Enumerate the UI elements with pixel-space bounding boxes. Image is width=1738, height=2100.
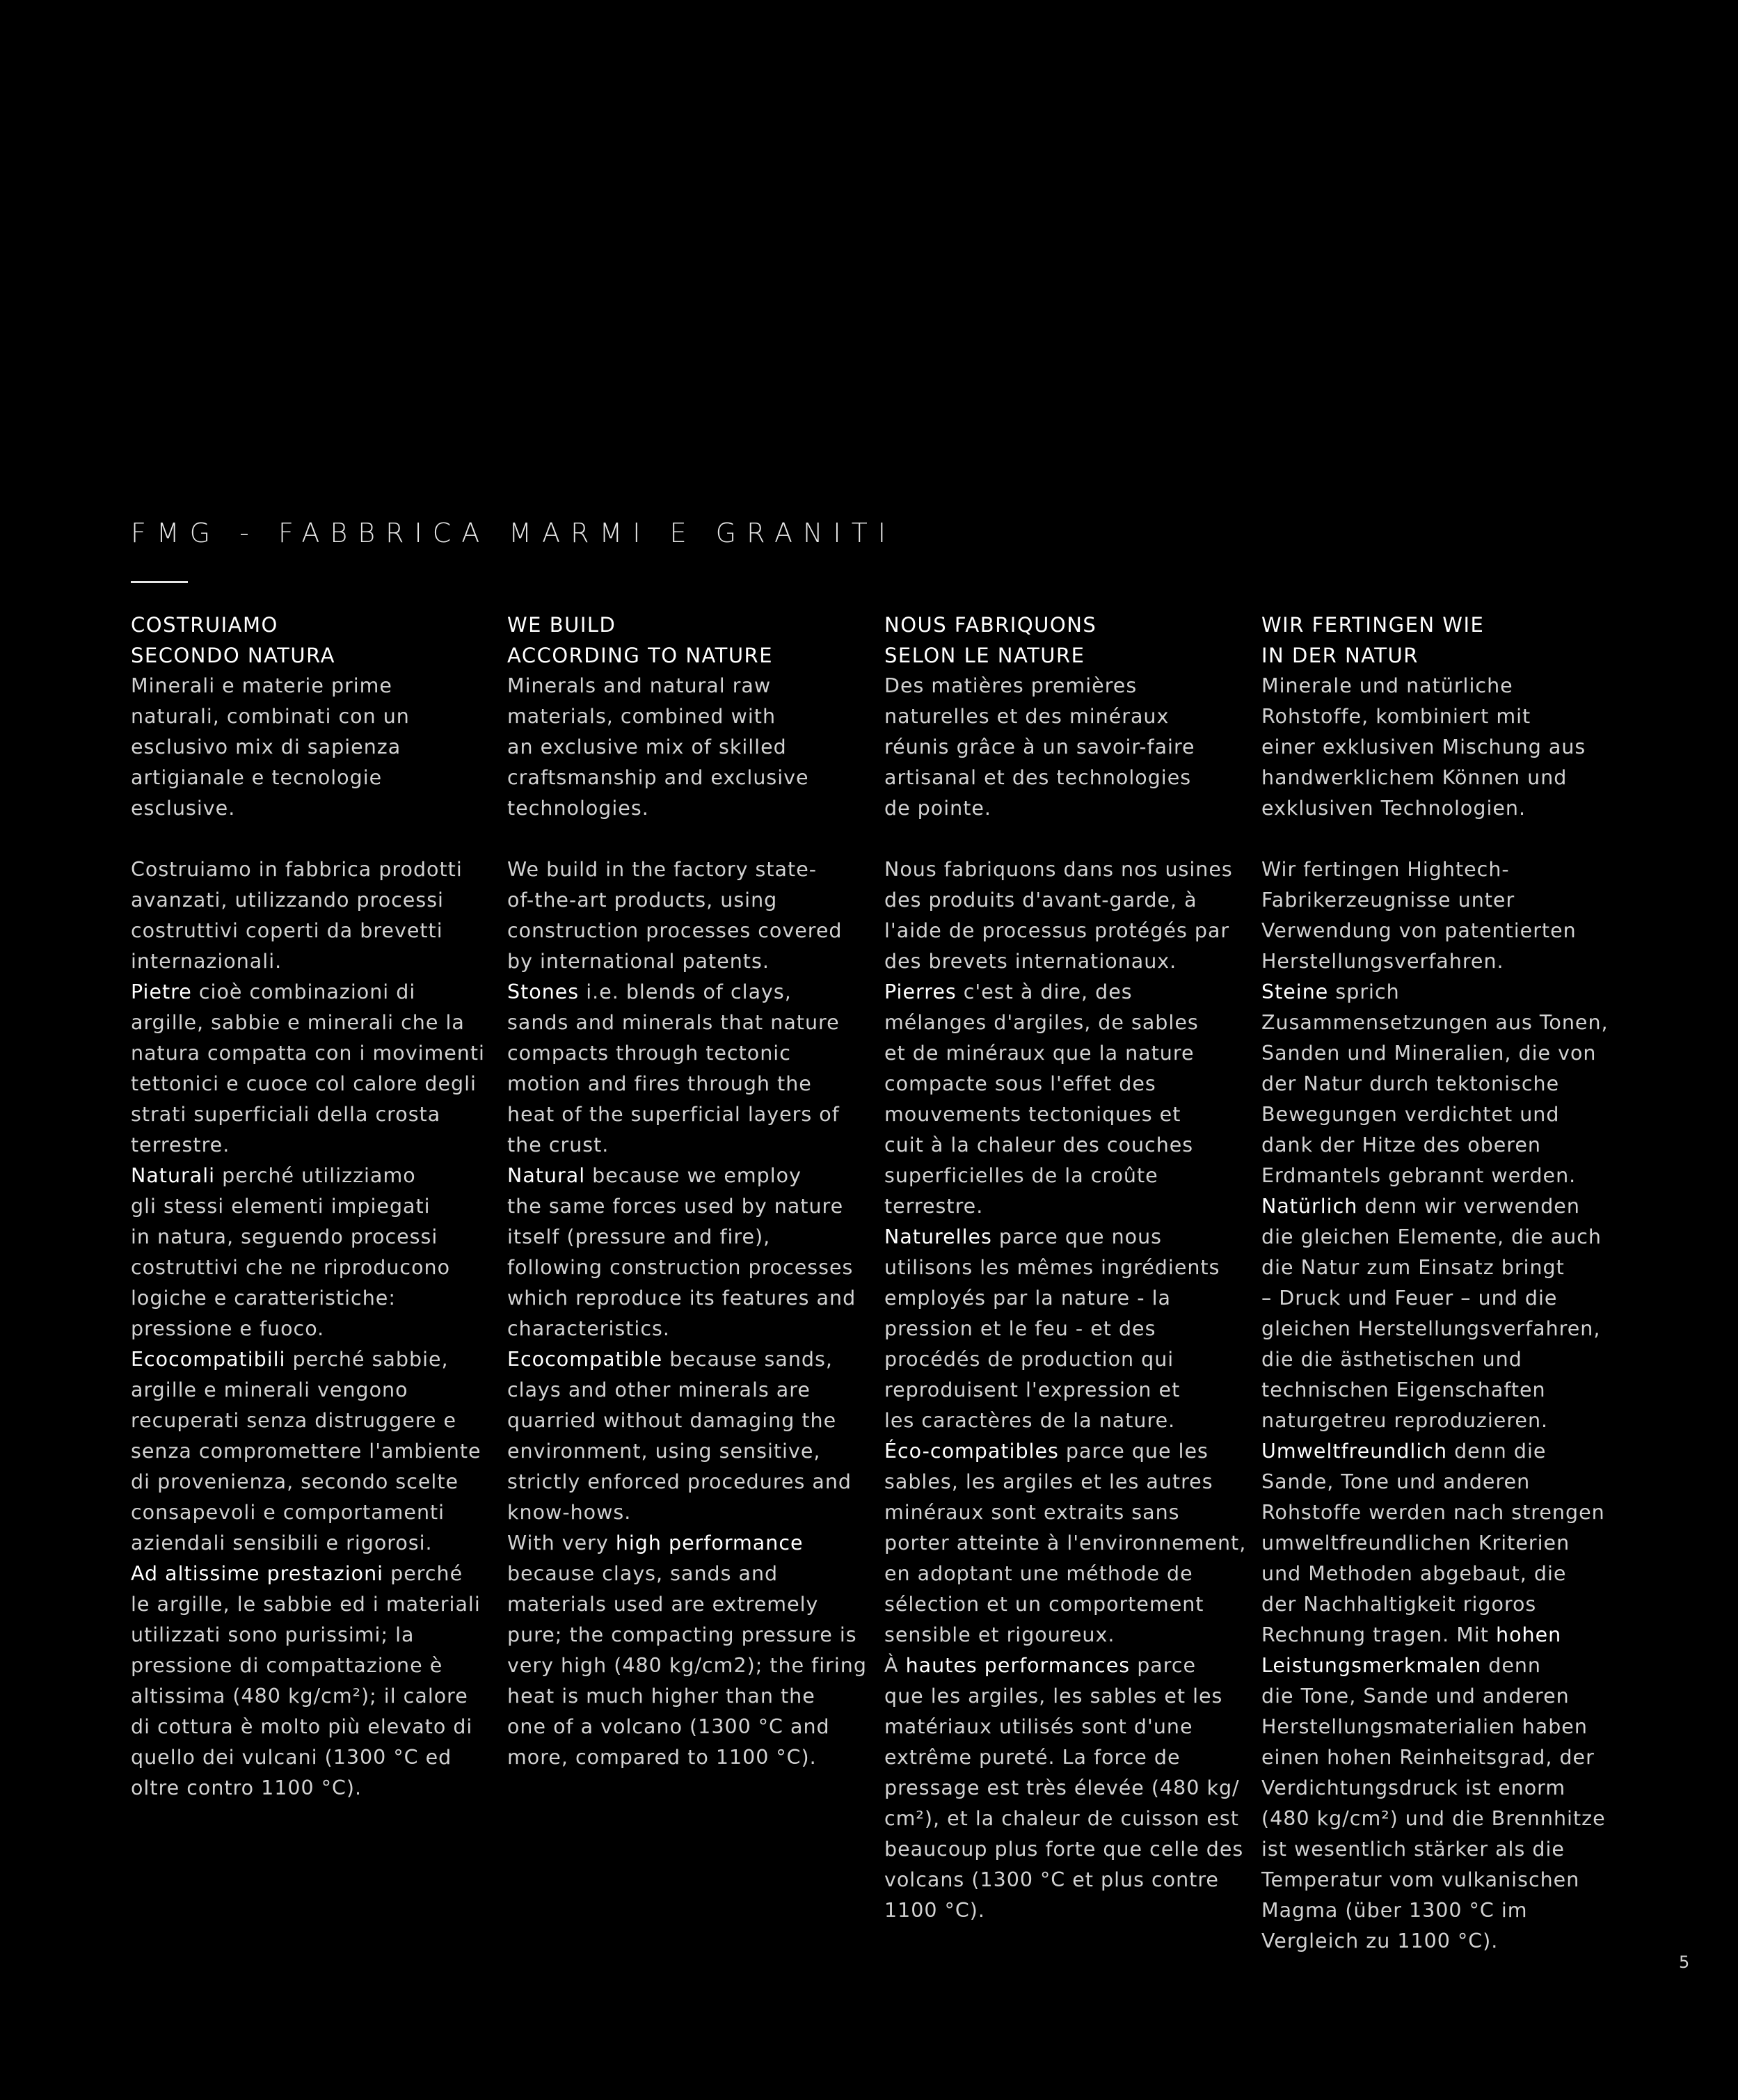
body-line: cuit à la chaleur des couches bbox=[884, 1133, 1194, 1156]
highlight-term: Pietre bbox=[131, 980, 192, 1003]
body-line: the crust. bbox=[507, 1133, 609, 1156]
body-line: recuperati senza distruggere e bbox=[131, 1409, 456, 1432]
intro-line: einer exklusiven Mischung aus bbox=[1261, 735, 1586, 758]
page-title: FMG - FABBRICA MARMI E GRANITI bbox=[131, 518, 897, 548]
body-line: senza compromettere l'ambiente bbox=[131, 1440, 481, 1463]
intro-line: Minerale und natürliche bbox=[1261, 674, 1513, 697]
body-line: und Methoden abgebaut, die bbox=[1261, 1562, 1567, 1585]
body-line: tettonici e cuoce col calore degli bbox=[131, 1072, 477, 1095]
body-line: Herstellungsverfahren. bbox=[1261, 950, 1504, 973]
body-line: heat is much higher than the bbox=[507, 1685, 815, 1708]
highlight-term: Ecocompatible bbox=[507, 1348, 663, 1371]
body-line: Erdmantels gebrannt werden. bbox=[1261, 1164, 1577, 1187]
body-line: sélection et un comportement bbox=[884, 1593, 1204, 1616]
intro-line: de pointe. bbox=[884, 797, 991, 820]
body-line: die Tone, Sande und anderen bbox=[1261, 1685, 1570, 1708]
body-line bbox=[507, 1344, 869, 1375]
intro-line: Minerali e materie prime bbox=[131, 674, 392, 697]
body-line bbox=[131, 1559, 493, 1589]
highlight-term: Stones bbox=[507, 980, 580, 1003]
body-line: following construction processes bbox=[507, 1256, 854, 1279]
title-underline bbox=[131, 581, 188, 583]
body-line: compacte sous l'effet des bbox=[884, 1072, 1156, 1095]
body-line: construction processes covered bbox=[507, 919, 843, 942]
body-line: the same forces used by nature bbox=[507, 1195, 844, 1218]
highlight-term: Natürlich bbox=[1261, 1195, 1358, 1218]
heading-line: SECONDO NATURA bbox=[131, 644, 335, 667]
body-line: compacts through tectonic bbox=[507, 1042, 791, 1065]
body-line: characteristics. bbox=[507, 1317, 670, 1340]
body-line: heat of the superficial layers of bbox=[507, 1103, 840, 1126]
body-line: utilisons les mêmes ingrédients bbox=[884, 1256, 1220, 1279]
highlight-term: Pierres bbox=[884, 980, 957, 1003]
body-line bbox=[884, 1436, 1246, 1467]
body-line: Verdichtungsdruck ist enorm bbox=[1261, 1776, 1566, 1799]
body-line: gleichen Herstellungsverfahren, bbox=[1261, 1317, 1601, 1340]
body-line: more, compared to 1100 °C). bbox=[507, 1746, 817, 1769]
body-line: volcans (1300 °C et plus contre bbox=[884, 1868, 1219, 1891]
body-line: matériaux utilisés sont d'une bbox=[884, 1715, 1193, 1738]
body-line bbox=[507, 1161, 869, 1191]
body-line: sands and minerals that nature bbox=[507, 1011, 840, 1034]
highlight-term: Steine bbox=[1261, 980, 1329, 1003]
body-line: aziendali sensibili e rigorosi. bbox=[131, 1532, 433, 1554]
body-line: dank der Hitze des oberen bbox=[1261, 1133, 1541, 1156]
column-body bbox=[884, 854, 1246, 1926]
heading-line: SELON LE NATURE bbox=[884, 644, 1085, 667]
column-heading bbox=[1261, 610, 1623, 671]
body-line: know-hows. bbox=[507, 1501, 632, 1524]
body-line: Temperatur vom vulkanischen bbox=[1261, 1868, 1580, 1891]
body-line: quarried without damaging the bbox=[507, 1409, 837, 1432]
body-text: sprich bbox=[1328, 980, 1400, 1003]
body-line bbox=[884, 1222, 1246, 1252]
intro-line: handwerklichem Können und bbox=[1261, 766, 1568, 789]
body-line: in natura, seguendo processi bbox=[131, 1225, 438, 1248]
body-line: ist wesentlich stärker als die bbox=[1261, 1838, 1565, 1861]
body-text: À bbox=[884, 1654, 906, 1677]
body-line: strictly enforced procedures and bbox=[507, 1470, 852, 1493]
body-text: denn bbox=[1481, 1654, 1541, 1677]
body-line: l'aide de processus protégés par bbox=[884, 919, 1230, 942]
body-line: pressage est très élevée (480 kg/ bbox=[884, 1776, 1240, 1799]
intro-line: exklusiven Technologien. bbox=[1261, 797, 1526, 820]
body-line: der Natur durch tektonische bbox=[1261, 1072, 1560, 1095]
column-body bbox=[131, 854, 493, 1804]
body-line: procédés de production qui bbox=[884, 1348, 1174, 1371]
body-text: because sands, bbox=[662, 1348, 833, 1371]
body-line: Sanden und Mineralien, die von bbox=[1261, 1042, 1597, 1065]
body-line: natura compatta con i movimenti bbox=[131, 1042, 485, 1065]
body-line: Costruiamo in fabbrica prodotti bbox=[131, 858, 463, 881]
highlight-term: Naturali bbox=[131, 1164, 216, 1187]
highlight-term: Leistungsmerkmalen bbox=[1261, 1654, 1482, 1677]
body-line: gli stessi elementi impiegati bbox=[131, 1195, 431, 1218]
body-line: (480 kg/cm²) und die Brennhitze bbox=[1261, 1807, 1606, 1830]
body-line bbox=[1261, 1436, 1623, 1467]
body-line: Fabrikerzeugnisse unter bbox=[1261, 889, 1515, 912]
body-line: sensible et rigoureux. bbox=[884, 1623, 1115, 1646]
column-intro bbox=[884, 671, 1246, 824]
body-line: mélanges d'argiles, de sables bbox=[884, 1011, 1199, 1034]
column-german bbox=[1261, 610, 1623, 1957]
body-line: des brevets internationaux. bbox=[884, 950, 1177, 973]
body-line bbox=[507, 977, 869, 1008]
body-line: logiche e caratteristiche: bbox=[131, 1287, 396, 1310]
body-line: et de minéraux que la nature bbox=[884, 1042, 1195, 1065]
body-text: because we employ bbox=[585, 1164, 802, 1187]
body-line: pressione di compattazione è bbox=[131, 1654, 443, 1677]
column-english bbox=[507, 610, 869, 1773]
intro-line: materials, combined with bbox=[507, 705, 776, 728]
body-line: Magma (über 1300 °C im bbox=[1261, 1899, 1528, 1922]
body-line: extrême pureté. La force de bbox=[884, 1746, 1181, 1769]
body-line bbox=[1261, 1191, 1623, 1222]
heading-line: NOUS FABRIQUONS bbox=[884, 613, 1097, 637]
highlight-term: Ad altissime prestazioni bbox=[131, 1562, 384, 1585]
body-line bbox=[884, 1650, 1246, 1681]
body-line: porter atteinte à l'environnement, bbox=[884, 1532, 1247, 1554]
heading-line: COSTRUIAMO bbox=[131, 613, 278, 637]
body-line: des produits d'avant-garde, à bbox=[884, 889, 1197, 912]
column-heading bbox=[507, 610, 869, 671]
intro-line: artigianale e tecnologie bbox=[131, 766, 383, 789]
body-line: pressione e fuoco. bbox=[131, 1317, 325, 1340]
body-line: umweltfreundlichen Kriterien bbox=[1261, 1532, 1570, 1554]
body-text: denn wir verwenden bbox=[1357, 1195, 1580, 1218]
body-line: Rohstoffe werden nach strengen bbox=[1261, 1501, 1605, 1524]
body-line: Bewegungen verdichtet und bbox=[1261, 1103, 1560, 1126]
intro-line: réunis grâce à un savoir-faire bbox=[884, 735, 1195, 758]
highlight-term: Ecocompatibili bbox=[131, 1348, 286, 1371]
body-line: que les argiles, les sables et les bbox=[884, 1685, 1223, 1708]
body-line bbox=[131, 977, 493, 1008]
body-line: einen hohen Reinheitsgrad, der bbox=[1261, 1746, 1595, 1769]
body-line: by international patents. bbox=[507, 950, 770, 973]
intro-line: esclusivo mix di sapienza bbox=[131, 735, 401, 758]
body-line: cm²), et la chaleur de cuisson est bbox=[884, 1807, 1239, 1830]
column-body bbox=[1261, 854, 1623, 1957]
body-line bbox=[131, 1344, 493, 1375]
column-intro bbox=[1261, 671, 1623, 824]
heading-line: ACCORDING TO NATURE bbox=[507, 644, 774, 667]
body-line: beaucoup plus forte que celle des bbox=[884, 1838, 1244, 1861]
body-line: environment, using sensitive, bbox=[507, 1440, 821, 1463]
page-number: 5 bbox=[1679, 1952, 1690, 1972]
body-line: because clays, sands and bbox=[507, 1562, 779, 1585]
body-line: 1100 °C). bbox=[884, 1899, 985, 1922]
body-text: i.e. blends of clays, bbox=[579, 980, 792, 1003]
body-line: strati superficiali della crosta bbox=[131, 1103, 441, 1126]
intro-line: technologies. bbox=[507, 797, 649, 820]
body-line bbox=[507, 1528, 869, 1559]
column-intro bbox=[131, 671, 493, 824]
body-line bbox=[1261, 1650, 1623, 1681]
body-text: Rechnung tragen. Mit bbox=[1261, 1623, 1497, 1646]
body-line: oltre contro 1100 °C). bbox=[131, 1776, 362, 1799]
heading-line: WE BUILD bbox=[507, 613, 616, 637]
body-line: naturgetreu reproduzieren. bbox=[1261, 1409, 1549, 1432]
column-heading bbox=[884, 610, 1246, 671]
body-line bbox=[1261, 977, 1623, 1008]
column-intro bbox=[507, 671, 869, 824]
body-line: en adoptant une méthode de bbox=[884, 1562, 1193, 1585]
body-line: argille, sabbie e minerali che la bbox=[131, 1011, 465, 1034]
body-line: technischen Eigenschaften bbox=[1261, 1378, 1546, 1401]
body-line: pure; the compacting pressure is bbox=[507, 1623, 857, 1646]
highlight-term: Naturelles bbox=[884, 1225, 992, 1248]
body-text: perché bbox=[383, 1562, 463, 1585]
highlight-term: hohen bbox=[1496, 1623, 1562, 1646]
body-text: perché utilizziamo bbox=[215, 1164, 416, 1187]
column-italian bbox=[131, 610, 493, 1804]
body-line: which reproduce its features and bbox=[507, 1287, 856, 1310]
body-line: Wir fertingen Hightech- bbox=[1261, 858, 1510, 881]
body-line: avanzati, utilizzando processi bbox=[131, 889, 444, 912]
body-line bbox=[131, 1161, 493, 1191]
body-line: of-the-art products, using bbox=[507, 889, 778, 912]
body-line: superficielles de la croûte bbox=[884, 1164, 1158, 1187]
intro-line: naturelles et des minéraux bbox=[884, 705, 1170, 728]
body-line: les caractères de la nature. bbox=[884, 1409, 1176, 1432]
heading-line: IN DER NATUR bbox=[1261, 644, 1419, 667]
intro-line: Minerals and natural raw bbox=[507, 674, 772, 697]
body-line: sables, les argiles et les autres bbox=[884, 1470, 1213, 1493]
body-line: altissima (480 kg/cm²); il calore bbox=[131, 1685, 468, 1708]
body-line: one of a volcano (1300 °C and bbox=[507, 1715, 830, 1738]
body-line: di provenienza, secondo scelte bbox=[131, 1470, 459, 1493]
body-line: Herstellungsmaterialien haben bbox=[1261, 1715, 1588, 1738]
body-line: terrestre. bbox=[131, 1133, 230, 1156]
body-line: reproduisent l'expression et bbox=[884, 1378, 1181, 1401]
body-line: – Druck und Feuer – und die bbox=[1261, 1287, 1558, 1310]
intro-line: esclusive. bbox=[131, 797, 236, 820]
body-line: itself (pressure and fire), bbox=[507, 1225, 771, 1248]
body-text: parce bbox=[1130, 1654, 1197, 1677]
highlight-term: Natural bbox=[507, 1164, 586, 1187]
body-line: die gleichen Elemente, die auch bbox=[1261, 1225, 1602, 1248]
body-line: Zusammensetzungen aus Tonen, bbox=[1261, 1011, 1609, 1034]
body-line: le argille, le sabbie ed i materiali bbox=[131, 1593, 481, 1616]
body-line: materials used are extremely bbox=[507, 1593, 819, 1616]
body-line: die die ästhetischen und bbox=[1261, 1348, 1522, 1371]
body-text: parce que les bbox=[1058, 1440, 1209, 1463]
body-text: parce que nous bbox=[991, 1225, 1163, 1248]
body-line: Nous fabriquons dans nos usines bbox=[884, 858, 1233, 881]
body-line: terrestre. bbox=[884, 1195, 984, 1218]
body-line: consapevoli e comportamenti bbox=[131, 1501, 445, 1524]
body-line: costruttivi coperti da brevetti bbox=[131, 919, 443, 942]
body-line: minéraux sont extraits sans bbox=[884, 1501, 1180, 1524]
body-text: denn die bbox=[1447, 1440, 1547, 1463]
body-line: costruttivi che ne riproducono bbox=[131, 1256, 451, 1279]
body-text: cioè combinazioni di bbox=[191, 980, 416, 1003]
body-line: employés par la nature - la bbox=[884, 1287, 1172, 1310]
body-line: We build in the factory state- bbox=[507, 858, 818, 881]
highlight-term: high performance bbox=[615, 1532, 804, 1554]
body-line bbox=[884, 977, 1246, 1008]
body-line: internazionali. bbox=[131, 950, 282, 973]
intro-line: artisanal et des technologies bbox=[884, 766, 1192, 789]
body-text: perché sabbie, bbox=[285, 1348, 449, 1371]
highlight-term: hautes performances bbox=[905, 1654, 1131, 1677]
intro-line: craftsmanship and exclusive bbox=[507, 766, 809, 789]
body-line: die Natur zum Einsatz bringt bbox=[1261, 1256, 1565, 1279]
body-line: quello dei vulcani (1300 °C ed bbox=[131, 1746, 452, 1769]
body-line: mouvements tectoniques et bbox=[884, 1103, 1181, 1126]
intro-line: Rohstoffe, kombiniert mit bbox=[1261, 705, 1531, 728]
column-french bbox=[884, 610, 1246, 1926]
body-line: Sande, Tone und anderen bbox=[1261, 1470, 1531, 1493]
intro-line: an exclusive mix of skilled bbox=[507, 735, 787, 758]
highlight-term: Éco-compatibles bbox=[884, 1440, 1059, 1463]
body-line: very high (480 kg/cm2); the firing bbox=[507, 1654, 867, 1677]
body-text: c'est à dire, des bbox=[956, 980, 1133, 1003]
body-line: Vergleich zu 1100 °C). bbox=[1261, 1930, 1499, 1952]
body-line bbox=[1261, 1620, 1623, 1650]
body-line: Verwendung von patentierten bbox=[1261, 919, 1577, 942]
column-body bbox=[507, 854, 869, 1773]
heading-line: WIR FERTINGEN WIE bbox=[1261, 613, 1485, 637]
body-line: utilizzati sono purissimi; la bbox=[131, 1623, 415, 1646]
body-text: With very bbox=[507, 1532, 616, 1554]
intro-line: Des matières premières bbox=[884, 674, 1138, 697]
body-line: argille e minerali vengono bbox=[131, 1378, 408, 1401]
body-line: pression et le feu - et des bbox=[884, 1317, 1156, 1340]
intro-line: naturali, combinati con un bbox=[131, 705, 410, 728]
body-line: der Nachhaltigkeit rigoros bbox=[1261, 1593, 1537, 1616]
column-heading bbox=[131, 610, 493, 671]
body-line: clays and other minerals are bbox=[507, 1378, 811, 1401]
body-line: di cottura è molto più elevato di bbox=[131, 1715, 473, 1738]
highlight-term: Umweltfreundlich bbox=[1261, 1440, 1448, 1463]
body-line: motion and fires through the bbox=[507, 1072, 812, 1095]
